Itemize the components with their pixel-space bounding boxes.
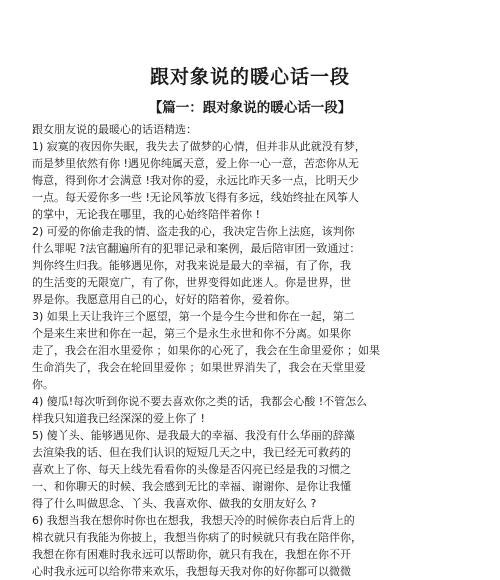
- text-line: 跟女朋友说的最暖心的话语精选：: [32, 123, 197, 136]
- text-line: 6) 我想当我在想你时你也在想我，我想天冷的时候你表白后背上的: [32, 514, 355, 527]
- text-line: 1) 寂寞的夜因你失眠，我失去了做梦的心情，但并非从此就没有梦，: [32, 140, 366, 153]
- text-line: 的掌中，无论我在哪里，我的心始终陪伴着你 !: [32, 208, 260, 221]
- text-line: 界是你。我愿意用自己的心，好好的陪着你，爱着你。: [32, 293, 296, 306]
- text-line: 心时我永远可以给你带来欢乐，我想每天我对你的好你都可以微微: [32, 565, 351, 578]
- text-line: 个是来生来世和你在一起，第三个是永生永世和你不分离。如果你: [32, 327, 351, 340]
- text-line: 去渲染我的话、但在我们认识的短短几天之中，我已经无可救药的: [32, 446, 351, 459]
- article-body: [32, 121, 432, 580]
- section-heading: 【篇一：跟对象说的暖心话一段】: [148, 100, 352, 116]
- text-line: 而是梦里依然有你 !遇见你纯属天意，爱上你一心一意，苦恋你从无: [32, 157, 359, 170]
- text-line: 你。: [32, 378, 54, 391]
- text-line: 3) 如果上天让我许三个愿望，第一个是今生今世和你在一起，第二: [32, 310, 355, 323]
- text-line: 一点。每天爱你多一些 !无论风筝放飞得有多远，线始终扯在风筝人: [32, 191, 359, 204]
- text-line: 一、和你聊天的时候、我会感到无比的幸福、谢谢你、是你让我懂: [32, 480, 351, 493]
- text-line: 棉衣就只有我能为你披上，我想当你病了的时候就只有我在陪伴你，: [32, 531, 362, 544]
- text-line: 悔意，得到你才会满意 !我对你的爱，永远比昨天多一点，比明天少: [32, 174, 359, 187]
- text-line: 5) 傻丫头、能够遇见你、是我最大的幸福、我没有什么华丽的辞藻: [32, 429, 355, 442]
- text-line: 样我只知道我已经深深的爱上你了 !: [32, 412, 205, 425]
- text-line: 走了，我会在泪水里爱你 ；如果你的心死了，我会在生命里爱你 ；如果: [32, 344, 380, 357]
- text-line: 喜欢上了你、每天上线先看看你的头像是否闪亮已经是我的习惯之: [32, 463, 351, 476]
- text-line: 4) 傻瓜!每次听到你说不要去喜欢你之类的话，我都会心酸 !不管怎么: [32, 395, 368, 408]
- text-line: 判你终生归我。能够遇见你，对我来说是最大的幸福，有了你，我: [32, 259, 351, 272]
- text-line: 我想在你有困难时我永远可以帮助你，就只有我在，我想在你不开: [32, 548, 351, 561]
- text-line: 得了什么叫做思念、丫头、我喜欢你、做我的女朋友好么 ?: [32, 497, 317, 510]
- text-line: 的生活变的无限宽广，有了你，世界变得如此迷人。你是世界，世: [32, 276, 351, 289]
- text-line: 什么罪呢 ?法官翻遍所有的犯罪记录和案例，最后陪审团一致通过：: [32, 242, 361, 255]
- text-line: 2) 可爱的你偷走我的情、盗走我的心，我决定告你上法庭，该判你: [32, 225, 355, 238]
- text-line: 生命消失了，我会在轮回里爱你 ；如果世界消失了，我会在天堂里爱: [32, 361, 366, 374]
- page-title: 跟对象说的暖心话一段: [149, 66, 350, 88]
